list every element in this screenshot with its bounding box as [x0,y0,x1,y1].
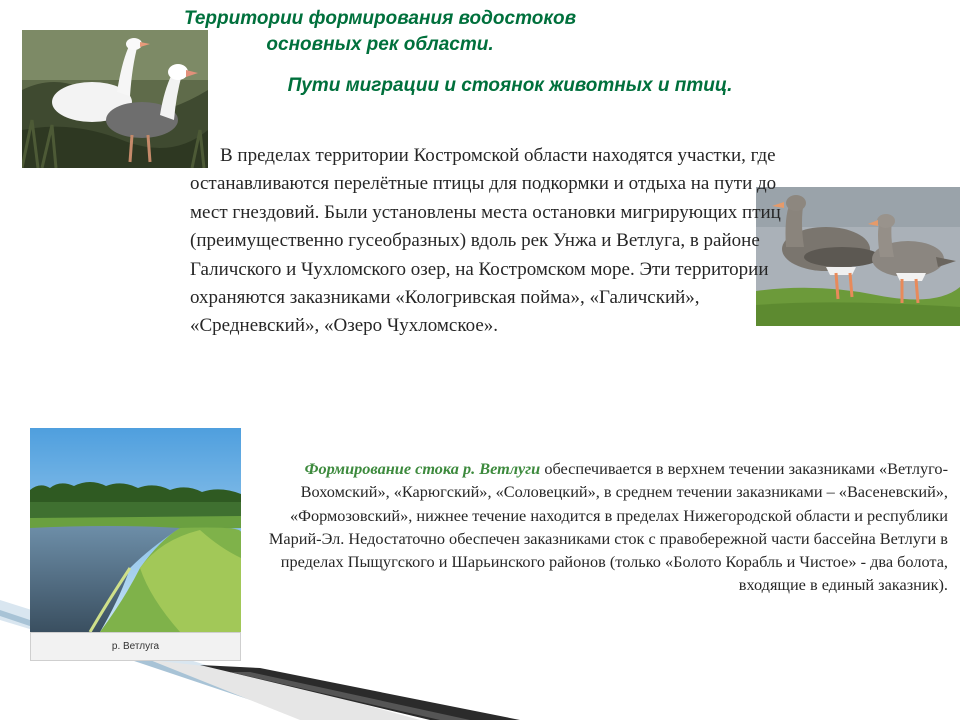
photo-caption-text: р. Ветлуга [111,641,160,652]
vetluga-paragraph-lead: Формирование стока р. Ветлуги [304,459,541,478]
vetluga-paragraph [255,457,948,597]
migration-paragraph [190,142,800,341]
migration-paragraph-text: В пределах территории Костромской области находятся участки, где останавливаются перелётные птицы для подкормки и отдыха на пути до мест гнездовий. Были установлены места остановки мигрирующих птиц (преимущественно гусеобразных) вдоль рек Унжа и Ветлуга, в районе Галичского и Чухломского озер, на Костромском море. Эти территории охраняются заказниками «Кологривская пойма», «Галичский», «Средневский», «Озеро Чухломское». [190,145,781,337]
vetluga-river-photo [30,428,241,632]
page-subtitle: Пути миграции и стоянок животных и птиц. [287,75,733,96]
photo-caption [30,632,241,661]
page-title [10,6,750,58]
vetluga-paragraph-text: обеспечивается в верхнем течении заказниками «Ветлуго-Вохомский», «Карюгский», «Соловецкий», в среднем течении заказниками – «Васеневский», «Формозовский», нижнее течение находится в пределах Нижегородской области и республики Марий-Эл. Недостаточно обеспечен заказниками сток с правобережной части бассейна Ветлуги в пределах Пыщугского и Шарьинского районов (только «Болото Корабль и Чистое» - два болота, входящие в единый заказник). [268,459,948,595]
title-line-2: основных рек области. [266,34,494,55]
title-line-1: Территории формирования водостоков [183,8,577,29]
